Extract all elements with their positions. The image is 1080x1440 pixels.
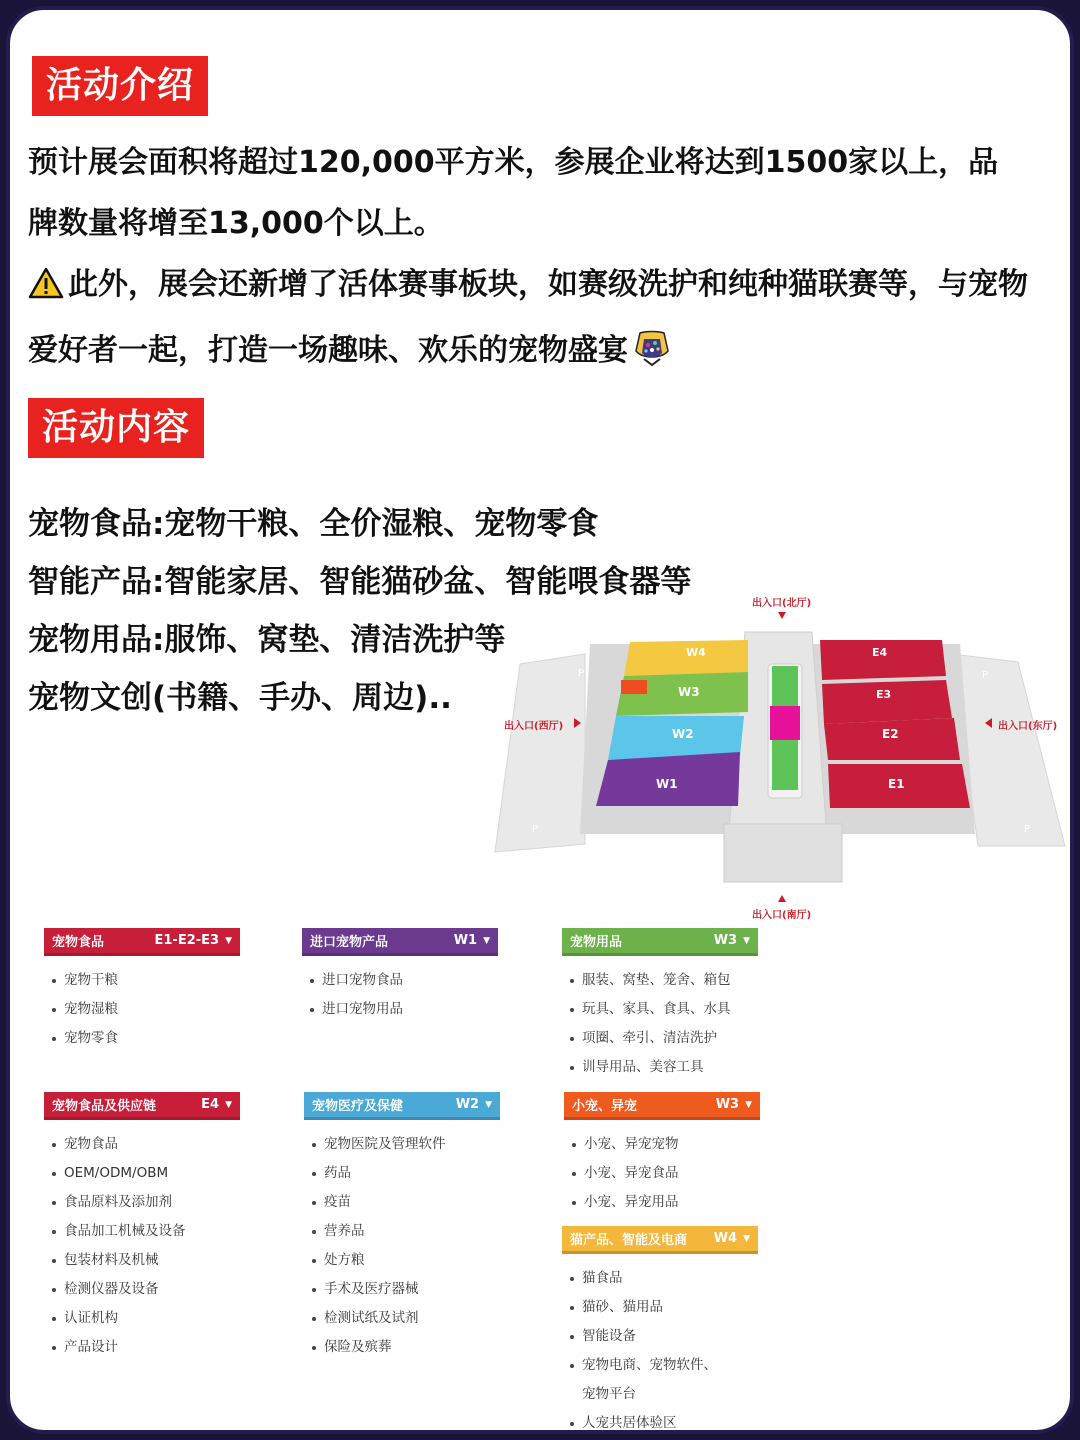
list-item: 营养品 — [312, 1217, 500, 1246]
list-item: 宠物电商、宠物软件、 — [570, 1351, 758, 1380]
category-title: 小宠、异宠 — [572, 1099, 638, 1114]
category-hall: W3 — [713, 933, 738, 948]
list-item: 宠物食品 — [52, 1130, 240, 1159]
category-item-list — [44, 1130, 240, 1362]
list-item: OEM/ODM/OBM — [52, 1159, 240, 1188]
category-header — [44, 928, 240, 956]
content-line-culture: 宠物文创(书籍、手办、周边).. — [28, 680, 452, 716]
category-header — [564, 1092, 760, 1120]
warning-icon — [28, 259, 64, 320]
east-entrance-label: 出入口(东厅) — [998, 721, 1058, 732]
category-header — [302, 928, 498, 956]
dropdown-triangle-icon: ▼ — [225, 1099, 232, 1110]
category-item-list — [562, 966, 758, 1082]
category-hall: W2 — [455, 1097, 480, 1112]
intro-paragraph-2-text: 此外，展会还新增了活体赛事板块，如赛级洗护和纯种猫联赛等，与宠物爱好者一起，打造一场趣味、欢乐的宠物盛宴 — [28, 267, 1028, 368]
category-title: 宠物用品 — [570, 935, 623, 950]
dropdown-triangle-icon: ▼ — [745, 1099, 752, 1110]
category-title: 宠物医疗及保健 — [312, 1099, 404, 1114]
dropdown-triangle-icon: ▼ — [743, 935, 750, 946]
list-item: 进口宠物用品 — [310, 995, 498, 1024]
hall-w2-label: W2 — [672, 727, 694, 741]
list-item-continued: 宠物平台 — [582, 1386, 636, 1402]
list-item: 进口宠物食品 — [310, 966, 498, 995]
parking-label-sw: P — [532, 824, 539, 835]
south-entrance-label: 出入口(南厅) — [752, 910, 812, 921]
list-item: 玩具、家具、食具、水具 — [570, 995, 758, 1024]
category-medical-health — [304, 1092, 500, 1362]
list-item: 药品 — [312, 1159, 500, 1188]
hall-e2-label: E2 — [882, 727, 899, 741]
category-hall: E4 — [201, 1097, 220, 1112]
category-item-list — [44, 966, 240, 1053]
list-item: 宠物零食 — [52, 1024, 240, 1053]
list-item: 项圈、牵引、清洁洗护 — [570, 1024, 758, 1053]
party-popper-icon — [632, 327, 672, 388]
north-entrance-label: 出入口(北厅) — [752, 598, 812, 609]
list-item: 猫食品 — [570, 1264, 758, 1293]
category-cat-smart-ecommerce — [562, 1226, 758, 1434]
category-title: 宠物食品及供应链 — [52, 1099, 157, 1114]
west-entrance-label: 出入口(西厅) — [504, 721, 564, 732]
category-header — [44, 1092, 240, 1120]
dropdown-triangle-icon: ▼ — [485, 1099, 492, 1110]
category-item-list — [304, 1130, 500, 1362]
list-item: 产品设计 — [52, 1333, 240, 1362]
category-food-supply-chain — [44, 1092, 240, 1362]
list-item: 检测仪器及设备 — [52, 1275, 240, 1304]
parking-label-se: P — [1024, 824, 1031, 835]
category-small-exotic-pets — [564, 1092, 760, 1217]
content-line-smart: 智能产品:智能家居、智能猫砂盆、智能喂食器等 — [28, 564, 692, 600]
list-item: 检测试纸及试剂 — [312, 1304, 500, 1333]
hall-e3-label: E3 — [876, 688, 892, 701]
category-hall: W1 — [453, 933, 478, 948]
dropdown-triangle-icon: ▼ — [483, 935, 490, 946]
list-item: 宠物湿粮 — [52, 995, 240, 1024]
category-title: 宠物食品 — [52, 935, 105, 950]
category-hall: E1-E2-E3 — [154, 933, 220, 948]
hall-e1-label: E1 — [888, 777, 905, 791]
content-section-tag: 活动内容 — [28, 398, 204, 458]
list-item: 认证机构 — [52, 1304, 240, 1333]
category-pet-food — [44, 928, 240, 1053]
list-item: 处方粮 — [312, 1246, 500, 1275]
dropdown-triangle-icon: ▼ — [743, 1233, 750, 1244]
list-item: 猫砂、猫用品 — [570, 1293, 758, 1322]
parking-label-ne: P — [982, 670, 989, 681]
list-item: 小宠、异宠食品 — [572, 1159, 760, 1188]
hall-w3-label: W3 — [678, 685, 700, 699]
page-frame — [6, 6, 1074, 1434]
list-item: 保险及殡葬 — [312, 1333, 500, 1362]
list-item: 疫苗 — [312, 1188, 500, 1217]
list-item: 人宠共居体验区 — [570, 1409, 758, 1434]
category-imported-products — [302, 928, 498, 1024]
category-item-list — [302, 966, 498, 1024]
list-item: 小宠、异宠宠物 — [572, 1130, 760, 1159]
category-hall: W3 — [715, 1097, 740, 1112]
category-header — [304, 1092, 500, 1120]
intro-paragraph-1: 预计展会面积将超过120,000平方米，参展企业将达到1500家以上，品牌数量将增至13,000个以上。 — [28, 145, 999, 241]
hall-w1-label: W1 — [656, 777, 678, 791]
venue-floor-map-graphic — [490, 584, 1070, 924]
intro-section-tag: 活动介绍 — [32, 56, 208, 116]
category-item-list — [564, 1130, 760, 1217]
dropdown-triangle-icon: ▼ — [225, 935, 232, 946]
list-item: 宠物干粮 — [52, 966, 240, 995]
hall-e4-label: E4 — [872, 646, 888, 659]
category-title: 猫产品、智能及电商 — [570, 1233, 688, 1248]
list-item: 食品原料及添加剂 — [52, 1188, 240, 1217]
category-header — [562, 928, 758, 956]
parking-label-nw: P — [578, 668, 585, 679]
list-item: 包装材料及机械 — [52, 1246, 240, 1275]
category-pet-supplies — [562, 928, 758, 1082]
category-hall: W4 — [713, 1231, 738, 1246]
venue-floor-map — [490, 584, 1070, 924]
list-item: 宠物医院及管理软件 — [312, 1130, 500, 1159]
intro-paragraph-2 — [28, 254, 1028, 388]
hall-w4-label: W4 — [686, 646, 706, 659]
list-item: 服装、窝垫、笼舍、箱包 — [570, 966, 758, 995]
content-line-food: 宠物食品:宠物干粮、全价湿粮、宠物零食 — [28, 506, 599, 542]
category-item-list — [562, 1264, 758, 1434]
category-header — [562, 1226, 758, 1254]
list-item: 训导用品、美容工具 — [570, 1053, 758, 1082]
content-line-supplies: 宠物用品:服饰、窝垫、清洁洗护等 — [28, 622, 506, 658]
category-title: 进口宠物产品 — [310, 935, 389, 950]
list-item: 手术及医疗器械 — [312, 1275, 500, 1304]
list-item: 食品加工机械及设备 — [52, 1217, 240, 1246]
list-item: 小宠、异宠用品 — [572, 1188, 760, 1217]
list-item: 智能设备 — [570, 1322, 758, 1351]
